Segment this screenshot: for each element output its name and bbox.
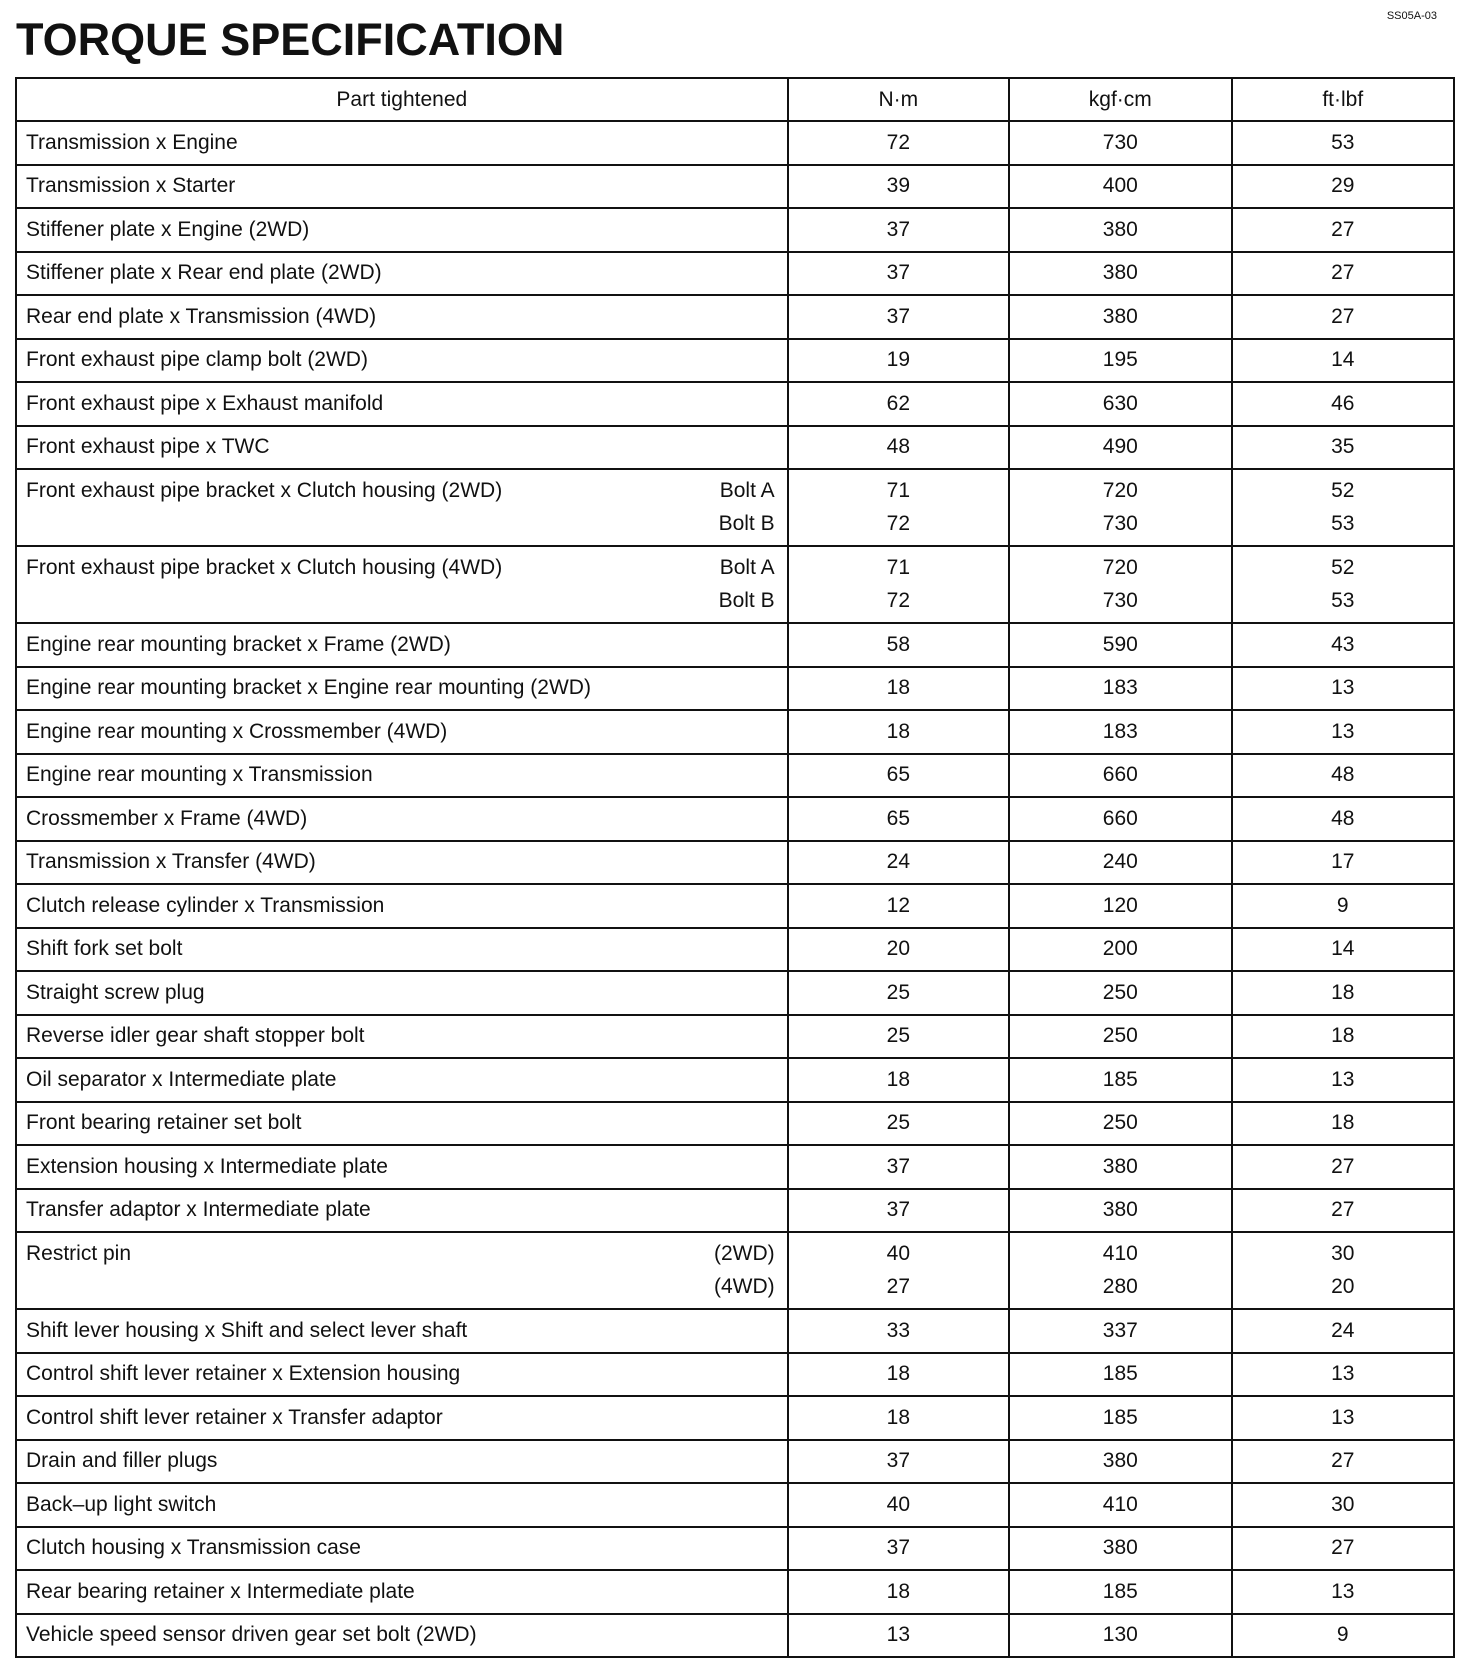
kgf-cell: 400 [1009,165,1231,209]
part-name: Restrict pin [26,1242,132,1265]
table-row [16,1483,1454,1527]
kgf-cell: 250 [1009,1102,1231,1146]
part-cell: Engine rear mounting bracket x Engine rear mounting (2WD) [16,667,788,711]
nm-cell: 19 [788,339,1009,383]
nm-cell: 72 [788,121,1009,165]
kgf-cell: 195 [1009,339,1231,383]
kgf-cell: 380 [1009,1440,1231,1484]
part-cell: Extension housing x Intermediate plate [16,1145,788,1189]
part-cell: Transmission x Engine [16,121,788,165]
part-cell: Front exhaust pipe clamp bolt (2WD) [16,339,788,383]
nm-cell: 20 [788,928,1009,972]
ft-cell: 18 [1232,1102,1454,1146]
nm-cell: 62 [788,382,1009,426]
kgf-value: 410 [1102,1242,1138,1265]
sub-label: (2WD) [713,1242,775,1265]
kgf-value: 730 [1102,512,1138,535]
table-row [16,1102,1454,1146]
kgf-cell: 185 [1009,1570,1231,1614]
ft-cell: 30 [1232,1483,1454,1527]
ft-cell: 18 [1232,1015,1454,1059]
part-cell: Oil separator x Intermediate plate [16,1058,788,1102]
kgf-cell [1009,1232,1231,1309]
table-row [16,1527,1454,1571]
nm-cell: 13 [788,1614,1009,1658]
ft-cell: 17 [1232,841,1454,885]
kgf-cell: 240 [1009,841,1231,885]
nm-cell: 25 [788,971,1009,1015]
nm-cell: 18 [788,710,1009,754]
ft-cell: 14 [1232,928,1454,972]
ft-cell: 18 [1232,971,1454,1015]
nm-cell: 39 [788,165,1009,209]
ft-cell [1232,1232,1454,1309]
kgf-cell: 660 [1009,797,1231,841]
nm-value: 72 [886,589,911,612]
table-row [16,971,1454,1015]
kgf-cell: 490 [1009,426,1231,470]
kgf-cell: 200 [1009,928,1231,972]
nm-cell: 37 [788,1527,1009,1571]
nm-value: 72 [886,512,911,535]
ft-value: 52 [1331,556,1355,579]
part-cell: Transfer adaptor x Intermediate plate [16,1189,788,1233]
kgf-value: 720 [1102,479,1138,502]
part-cell: Transmission x Starter [16,165,788,209]
table-header-row [16,78,1454,121]
kgf-cell: 380 [1009,1145,1231,1189]
nm-cell: 18 [788,1353,1009,1397]
table-row [16,797,1454,841]
part-cell: Straight screw plug [16,971,788,1015]
kgf-cell: 380 [1009,252,1231,296]
part-cell: Drain and filler plugs [16,1440,788,1484]
table-row [16,1145,1454,1189]
table-row [16,1570,1454,1614]
header-kgf: kgf·cm [1009,78,1231,121]
part-cell [16,469,788,546]
sub-label: Bolt B [718,589,775,612]
table-row [16,1309,1454,1353]
table-row [16,667,1454,711]
table-row [16,884,1454,928]
nm-cell: 12 [788,884,1009,928]
ft-cell: 13 [1232,1058,1454,1102]
nm-cell: 65 [788,797,1009,841]
table-row [16,469,1454,546]
part-cell: Stiffener plate x Engine (2WD) [16,208,788,252]
sub-label: Bolt A [719,556,775,579]
ft-cell: 48 [1232,797,1454,841]
ft-cell: 53 [1232,121,1454,165]
nm-cell: 33 [788,1309,1009,1353]
ft-cell: 9 [1232,884,1454,928]
table-row [16,382,1454,426]
part-cell: Clutch release cylinder x Transmission [16,884,788,928]
kgf-cell: 183 [1009,667,1231,711]
nm-cell: 40 [788,1483,1009,1527]
table-row [16,710,1454,754]
table-row [16,928,1454,972]
ft-cell: 13 [1232,667,1454,711]
nm-cell: 25 [788,1015,1009,1059]
part-cell [16,1232,788,1309]
ft-value: 30 [1331,1242,1355,1265]
nm-cell: 48 [788,426,1009,470]
ft-cell: 48 [1232,754,1454,798]
ft-cell [1232,546,1454,623]
ft-value: 20 [1331,1275,1355,1298]
document-code: SS05A-03 [1386,10,1437,22]
part-cell: Shift fork set bolt [16,928,788,972]
ft-cell [1232,469,1454,546]
ft-cell: 27 [1232,1145,1454,1189]
header-part: Part tightened [16,78,788,121]
kgf-cell: 250 [1009,971,1231,1015]
nm-cell: 18 [788,1396,1009,1440]
nm-cell: 37 [788,1440,1009,1484]
table-row [16,208,1454,252]
part-cell: Front exhaust pipe x TWC [16,426,788,470]
ft-cell: 13 [1232,1396,1454,1440]
kgf-cell: 183 [1009,710,1231,754]
kgf-cell: 380 [1009,295,1231,339]
table-row [16,252,1454,296]
table-row [16,1232,1454,1309]
nm-cell: 37 [788,1145,1009,1189]
ft-cell: 46 [1232,382,1454,426]
ft-cell: 13 [1232,710,1454,754]
ft-value: 52 [1331,479,1355,502]
nm-cell: 18 [788,667,1009,711]
kgf-cell: 410 [1009,1483,1231,1527]
ft-value: 53 [1331,512,1355,535]
kgf-cell: 380 [1009,208,1231,252]
part-cell: Control shift lever retainer x Extension housing [16,1353,788,1397]
part-cell: Rear bearing retainer x Intermediate plate [16,1570,788,1614]
ft-cell: 27 [1232,252,1454,296]
table-row [16,1440,1454,1484]
ft-cell: 13 [1232,1570,1454,1614]
nm-value: 40 [886,1242,911,1265]
kgf-cell: 380 [1009,1527,1231,1571]
part-cell: Back–up light switch [16,1483,788,1527]
kgf-value: 730 [1102,589,1138,612]
nm-cell: 24 [788,841,1009,885]
kgf-cell: 185 [1009,1353,1231,1397]
table-row [16,754,1454,798]
nm-cell: 25 [788,1102,1009,1146]
kgf-value: 280 [1102,1275,1138,1298]
part-cell: Engine rear mounting x Crossmember (4WD) [16,710,788,754]
nm-cell: 65 [788,754,1009,798]
kgf-cell: 630 [1009,382,1231,426]
part-cell: Engine rear mounting x Transmission [16,754,788,798]
part-name: Front exhaust pipe bracket x Clutch housing (4WD) [26,556,503,579]
part-cell: Crossmember x Frame (4WD) [16,797,788,841]
kgf-cell: 250 [1009,1015,1231,1059]
nm-cell [788,1232,1009,1309]
kgf-cell: 185 [1009,1058,1231,1102]
table-row [16,165,1454,209]
table-row [16,623,1454,667]
ft-cell: 27 [1232,1440,1454,1484]
ft-cell: 13 [1232,1353,1454,1397]
kgf-cell: 337 [1009,1309,1231,1353]
nm-cell: 37 [788,208,1009,252]
page-title: TORQUE SPECIFICATION [16,14,565,65]
kgf-cell: 590 [1009,623,1231,667]
nm-cell: 58 [788,623,1009,667]
nm-cell [788,469,1009,546]
table-row [16,1058,1454,1102]
table-row [16,1189,1454,1233]
part-cell: Clutch housing x Transmission case [16,1527,788,1571]
part-cell: Engine rear mounting bracket x Frame (2WD) [16,623,788,667]
sub-label: Bolt B [718,512,775,535]
table-row [16,1396,1454,1440]
kgf-cell: 730 [1009,121,1231,165]
kgf-cell: 660 [1009,754,1231,798]
ft-cell: 43 [1232,623,1454,667]
nm-cell [788,546,1009,623]
sub-label: (4WD) [713,1275,775,1298]
table-row [16,1015,1454,1059]
ft-cell: 27 [1232,295,1454,339]
part-cell: Control shift lever retainer x Transfer adaptor [16,1396,788,1440]
ft-cell: 27 [1232,208,1454,252]
kgf-cell: 120 [1009,884,1231,928]
nm-value: 71 [886,556,911,579]
table-body [16,121,1454,1657]
ft-cell: 14 [1232,339,1454,383]
table-row [16,1353,1454,1397]
nm-cell: 18 [788,1570,1009,1614]
ft-cell: 35 [1232,426,1454,470]
ft-cell: 27 [1232,1527,1454,1571]
table-row [16,1614,1454,1658]
header-nm: N·m [788,78,1009,121]
part-cell [16,546,788,623]
nm-cell: 37 [788,295,1009,339]
table-row [16,295,1454,339]
ft-cell: 27 [1232,1189,1454,1233]
kgf-cell: 130 [1009,1614,1231,1658]
nm-cell: 37 [788,252,1009,296]
part-cell: Vehicle speed sensor driven gear set bolt (2WD) [16,1614,788,1658]
table-row [16,121,1454,165]
kgf-cell: 380 [1009,1189,1231,1233]
table-row [16,426,1454,470]
part-cell: Transmission x Transfer (4WD) [16,841,788,885]
part-cell: Reverse idler gear shaft stopper bolt [16,1015,788,1059]
kgf-cell [1009,469,1231,546]
table-row [16,546,1454,623]
kgf-cell [1009,546,1231,623]
torque-table [15,77,1455,1658]
part-cell: Shift lever housing x Shift and select lever shaft [16,1309,788,1353]
nm-value: 71 [886,479,911,502]
part-cell: Front bearing retainer set bolt [16,1102,788,1146]
part-name: Front exhaust pipe bracket x Clutch housing (2WD) [26,479,503,502]
table-row [16,339,1454,383]
part-cell: Rear end plate x Transmission (4WD) [16,295,788,339]
table-row [16,841,1454,885]
kgf-value: 720 [1102,556,1138,579]
part-cell: Front exhaust pipe x Exhaust manifold [16,382,788,426]
sub-label: Bolt A [719,479,775,502]
nm-value: 27 [886,1275,911,1298]
kgf-cell: 185 [1009,1396,1231,1440]
header-ft: ft·lbf [1232,78,1454,121]
nm-cell: 18 [788,1058,1009,1102]
nm-cell: 37 [788,1189,1009,1233]
ft-cell: 24 [1232,1309,1454,1353]
part-cell: Stiffener plate x Rear end plate (2WD) [16,252,788,296]
ft-value: 53 [1331,589,1355,612]
ft-cell: 9 [1232,1614,1454,1658]
ft-cell: 29 [1232,165,1454,209]
